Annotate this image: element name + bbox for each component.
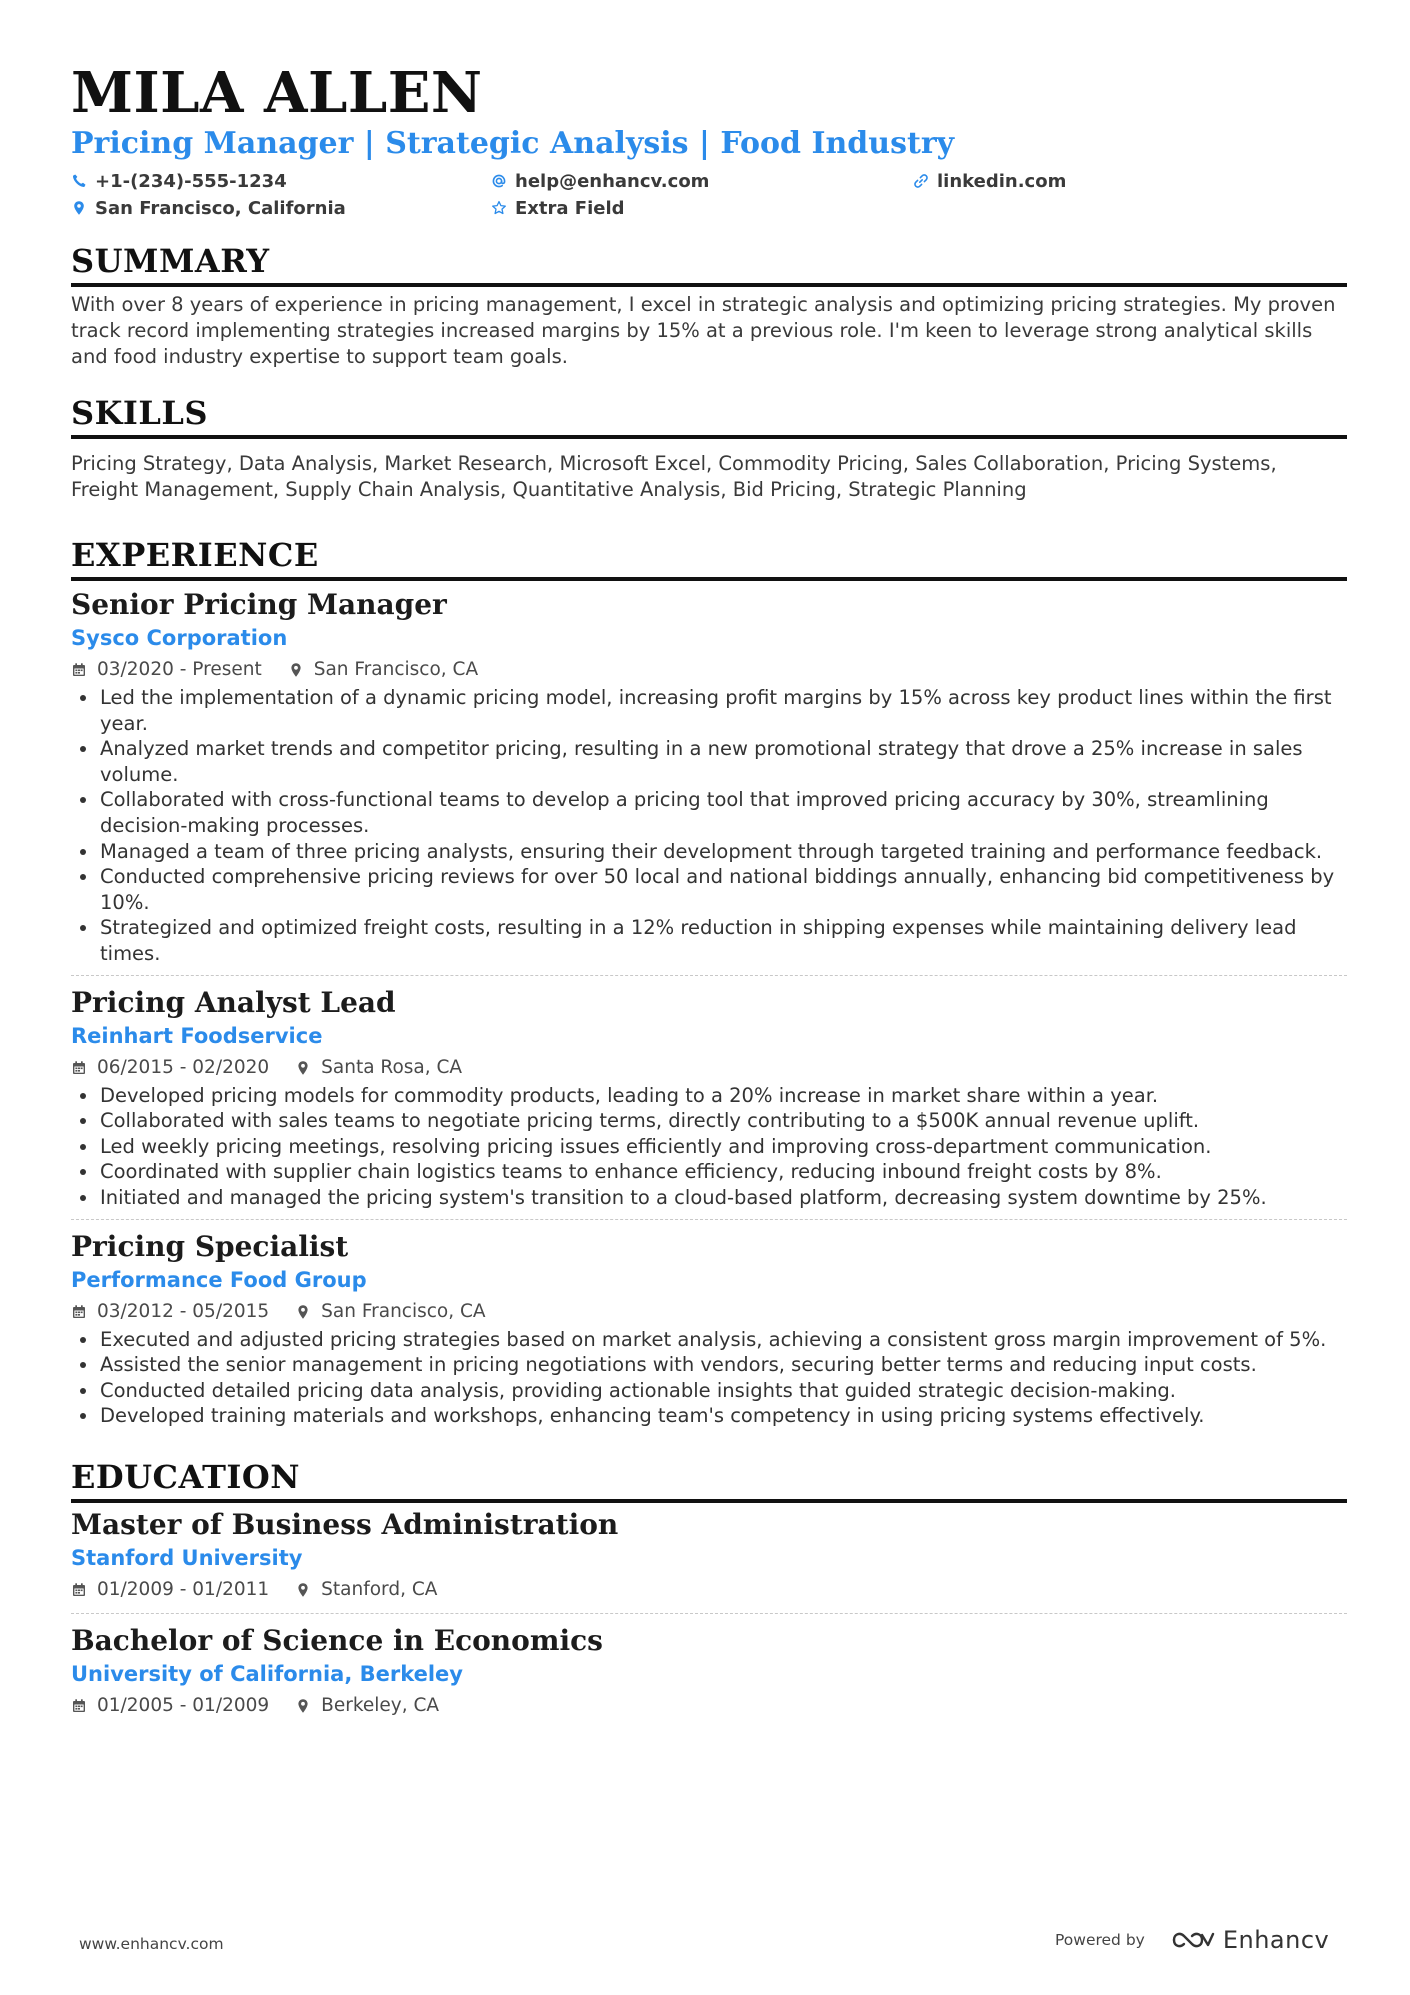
school-name: University of California, Berkeley — [71, 1661, 463, 1686]
map-pin-icon — [295, 1304, 311, 1320]
enhancv-logo-icon — [1171, 1928, 1215, 1952]
experience-section — [71, 535, 1347, 1429]
experience-entry — [71, 1229, 1347, 1429]
entry-divider — [71, 1613, 1347, 1614]
education-meta — [71, 1575, 1347, 1605]
bullet-item: Collaborated with sales teams to negotiate pricing terms, directly contributing to a $500K annual revenue uplift. — [71, 1108, 1347, 1134]
job-title: Senior Pricing Manager — [71, 588, 447, 621]
summary-section — [71, 241, 1347, 370]
skills-text: Pricing Strategy, Data Analysis, Market Research, Microsoft Excel, Commodity Pricing, Sales Collaboration, Pricing Systems, Freight Management, Supply Chain Analysis, Quantitative Analysis, Bid Pricing, Strategic Planning — [71, 452, 1277, 501]
job-location: San Francisco, CA — [313, 659, 479, 680]
job-meta — [71, 1297, 1347, 1327]
footer-branding — [1055, 1920, 1329, 1960]
job-meta — [71, 1053, 1347, 1083]
job-dates: 03/2020 - Present — [97, 659, 262, 680]
bullet-item: Strategized and optimized freight costs, resulting in a 12% reduction in shipping expenses while maintaining delivery lead times. — [71, 915, 1347, 966]
section-title-education: EDUCATION — [71, 1457, 300, 1496]
job-title: Pricing Analyst Lead — [71, 985, 396, 1019]
contact-info — [71, 168, 1347, 224]
bullet-item: Collaborated with cross-functional teams to develop a pricing tool that improved pricing accuracy by 30%, streamlining decision-making processes. — [71, 787, 1347, 838]
summary-text: With over 8 years of experience in pricing management, I excel in strategic analysis and optimizing pricing strategies. My proven track record implementing strategies increased margins by 15% at a previous role. I'm keen to leverage strong analytical skills and food industry expertise to support team goals. — [71, 293, 1336, 368]
calendar-icon — [71, 1582, 87, 1598]
education-entry — [71, 1623, 1347, 1721]
footer-website[interactable]: www.enhancv.com — [79, 1935, 224, 1953]
phone-text: +1-(234)-555-1234 — [95, 170, 287, 192]
brand-name: Enhancv — [1222, 1926, 1330, 1954]
bullet-item: Developed pricing models for commodity products, leading to a 20% increase in market share within a year. — [71, 1083, 1347, 1109]
calendar-icon — [71, 1060, 87, 1076]
degree-title: Master of Business Administration — [71, 1507, 619, 1541]
at-icon — [491, 173, 507, 189]
bullet-item: Assisted the senior management in pricing negotiations with vendors, securing better terms and reducing input costs. — [71, 1352, 1347, 1378]
bullet-item: Led weekly pricing meetings, resolving pricing issues efficiently and improving cross-department communication. — [71, 1134, 1347, 1160]
contact-location — [71, 195, 346, 221]
skills-section — [71, 393, 1347, 503]
contact-email[interactable] — [491, 168, 709, 194]
location-text: San Francisco, California — [95, 197, 346, 219]
resume-content — [71, 60, 1347, 1721]
bullet-item: Conducted comprehensive pricing reviews for over 50 local and national biddings annually, enhancing bid competitiveness by 10%. — [71, 864, 1347, 915]
education-entry — [71, 1507, 1347, 1605]
education-dates: 01/2009 - 01/2011 — [97, 1578, 270, 1600]
section-divider — [71, 435, 1347, 439]
company-name: Performance Food Group — [71, 1267, 367, 1292]
company-name: Reinhart Foodservice — [71, 1023, 323, 1048]
section-title-skills: SKILLS — [71, 394, 208, 432]
bullet-item: Managed a team of three pricing analysts, ensuring their development through targeted training and performance feedback. — [71, 839, 1347, 865]
bullet-item: Developed training materials and workshops, enhancing team's competency in using pricing systems effectively. — [71, 1403, 1347, 1429]
education-dates: 01/2005 - 01/2009 — [97, 1694, 270, 1716]
linkedin-text: linkedin.com — [937, 170, 1067, 192]
bullet-item: Led the implementation of a dynamic pricing model, increasing profit margins by 15% across key product lines within the first year. — [71, 685, 1347, 736]
star-icon — [491, 200, 507, 216]
job-dates: 03/2012 - 05/2015 — [97, 1300, 270, 1322]
bullet-item: Coordinated with supplier chain logistics teams to enhance efficiency, reducing inbound freight costs by 8%. — [71, 1159, 1347, 1185]
map-pin-icon — [295, 1698, 311, 1714]
map-pin-icon — [295, 1582, 311, 1598]
bullet-item: Initiated and managed the pricing system's transition to a cloud-based platform, decreasing system downtime by 25%. — [71, 1185, 1347, 1211]
candidate-name: MILA ALLEN — [71, 60, 483, 126]
entry-divider — [71, 975, 1347, 976]
experience-entry — [71, 985, 1347, 1211]
experience-entry — [71, 587, 1347, 967]
contact-phone[interactable] — [71, 168, 287, 194]
brand-logo[interactable] — [1171, 1926, 1329, 1954]
powered-by-label: Powered by — [1055, 1931, 1145, 1949]
entry-divider — [71, 1219, 1347, 1220]
job-location: San Francisco, CA — [321, 1300, 486, 1322]
email-text: help@enhancv.com — [515, 170, 710, 192]
calendar-icon — [71, 1698, 87, 1714]
job-bullets — [71, 1083, 1347, 1211]
job-bullets — [71, 685, 1347, 967]
map-pin-icon — [288, 662, 304, 678]
contact-linkedin[interactable] — [913, 168, 1066, 194]
extra-field-text: Extra Field — [515, 197, 625, 219]
education-meta — [71, 1691, 1347, 1721]
section-title-experience: EXPERIENCE — [71, 536, 319, 574]
education-location: Berkeley, CA — [321, 1694, 440, 1716]
map-pin-icon — [295, 1060, 311, 1076]
link-icon — [913, 173, 929, 189]
job-bullets — [71, 1327, 1347, 1429]
bullet-item: Executed and adjusted pricing strategies based on market analysis, achieving a consistent gross margin improvement of 5%. — [71, 1327, 1347, 1353]
candidate-headline: Pricing Manager | Strategic Analysis | Food Industry — [71, 126, 955, 161]
section-divider — [71, 577, 1347, 581]
job-meta — [71, 655, 1347, 685]
contact-extra — [491, 195, 625, 221]
school-name: Stanford University — [71, 1545, 303, 1570]
bullet-item: Conducted detailed pricing data analysis, providing actionable insights that guided strategic decision-making. — [71, 1378, 1347, 1404]
job-location: Santa Rosa, CA — [321, 1056, 463, 1078]
calendar-icon — [71, 1304, 87, 1320]
phone-icon — [71, 173, 87, 189]
calendar-icon — [71, 662, 87, 678]
section-divider — [71, 283, 1347, 287]
job-title: Pricing Specialist — [71, 1229, 349, 1263]
map-pin-icon — [71, 200, 87, 216]
section-divider — [71, 1499, 1347, 1503]
bullet-item: Analyzed market trends and competitor pricing, resulting in a new promotional strategy that drove a 25% increase in sales volume. — [71, 736, 1347, 787]
job-dates: 06/2015 - 02/2020 — [97, 1056, 270, 1078]
education-section — [71, 1457, 1347, 1721]
education-location: Stanford, CA — [321, 1578, 438, 1600]
section-title-summary: SUMMARY — [71, 242, 270, 280]
company-name: Sysco Corporation — [71, 626, 288, 650]
degree-title: Bachelor of Science in Economics — [71, 1623, 603, 1657]
